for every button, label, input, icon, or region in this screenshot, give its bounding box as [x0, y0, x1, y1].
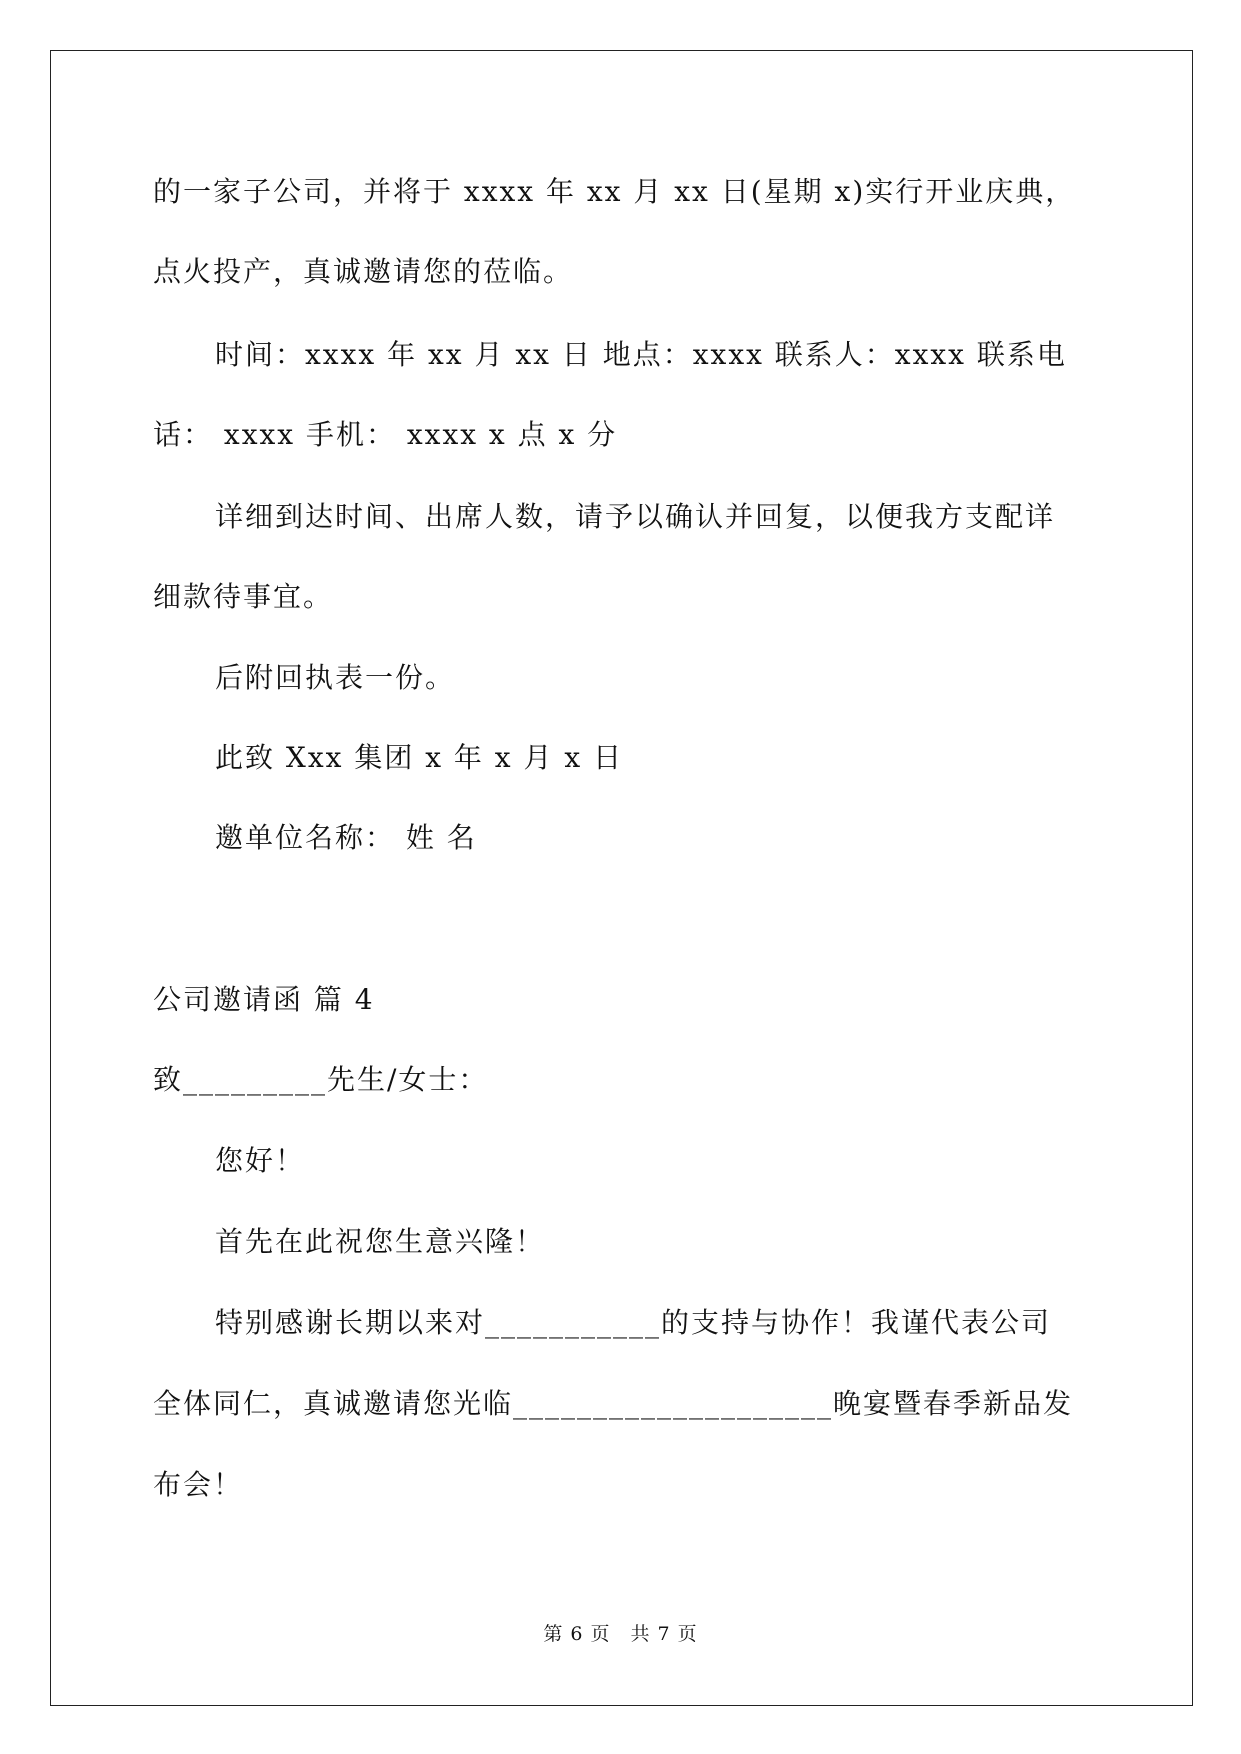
greeting-line: 您好！	[215, 1144, 306, 1177]
section-heading: 公司邀请函 篇 4	[153, 983, 375, 1016]
text-line-6: 细款待事宜。	[153, 580, 334, 613]
page-number-footer: 第 6 页 共 7 页	[543, 1623, 698, 1645]
text-line-3: 时间：xxxx 年 xx 月 xx 日 地点：xxxx 联系人：xxxx 联系电	[215, 338, 1067, 371]
salutation-line: 致_________先生/女士：	[153, 1063, 489, 1096]
text-line-8: 此致 Xxx 集团 x 年 x 月 x 日	[215, 741, 624, 774]
page-border	[50, 50, 1193, 1706]
text-line-13: 首先在此祝您生意兴隆！	[215, 1225, 546, 1258]
text-line-2: 点火投产，真诚邀请您的莅临。	[153, 255, 574, 288]
text-line-15: 全体同仁，真诚邀请您光临____________________晚宴暨春季新品发	[153, 1387, 1074, 1420]
text-line-4: 话： xxxx 手机： xxxx x 点 x 分	[153, 418, 618, 451]
text-line-7: 后附回执表一份。	[215, 661, 456, 694]
text-line-1: 的一家子公司，并将于 xxxx 年 xx 月 xx 日(星期 x)实行开业庆典，	[153, 175, 1076, 208]
text-line-14: 特别感谢长期以来对___________的支持与协作！我谨代表公司	[215, 1306, 1052, 1339]
text-line-5: 详细到达时间、出席人数，请予以确认并回复，以便我方支配详	[215, 500, 1056, 533]
text-line-16: 布会！	[153, 1468, 244, 1501]
text-line-9: 邀单位名称： 姓 名	[215, 821, 477, 854]
